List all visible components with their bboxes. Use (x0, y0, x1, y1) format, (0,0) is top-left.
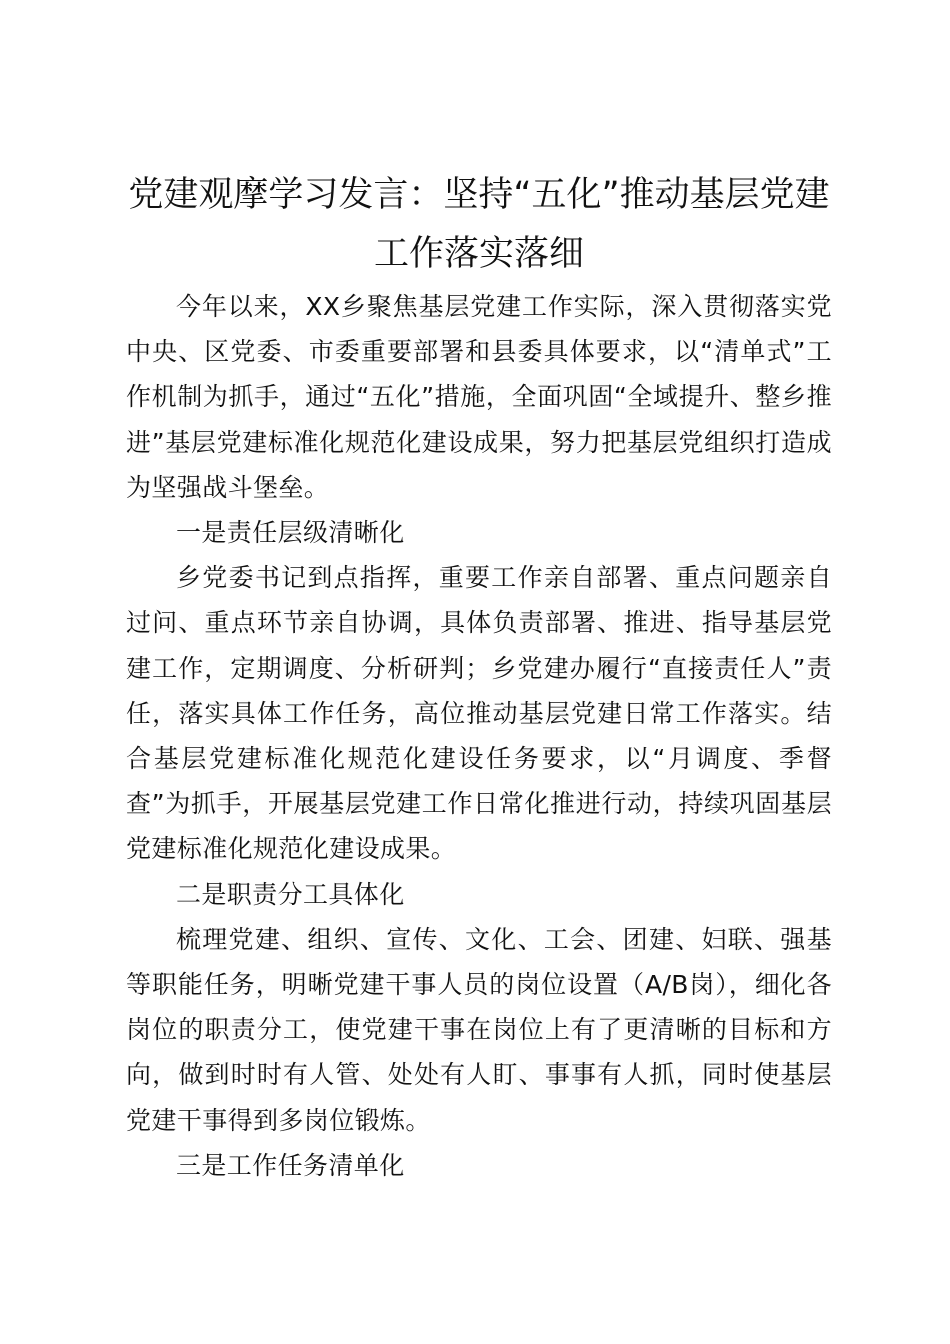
section-body-2: 梳理党建、组织、宣传、文化、工会、团建、妇联、强基等职能任务，明晰党建干事人员的岗位设置（A/B岗），细化各岗位的职责分工，使党建干事在岗位上有了更清晰的目标和方向，做到时时有人管、处处有人盯、事事有人抓，同时使基层党建干事得到多岗位锻炼。 (126, 924, 832, 1135)
title-line-1: 党建观摩学习发言：坚持“五化”推动基层党建 (128, 175, 830, 215)
section-heading-3: 三是工作任务清单化 (176, 1150, 405, 1180)
section-body-1: 乡党委书记到点指挥，重要工作亲自部署、重点问题亲自过问、重点环节亲自协调，具体负责部署、推进、指导基层党建工作，定期调度、分析研判；乡党建办履行“直接责任人”责任，落实具体工作任务，高位推动基层党建日常工作落实。结合基层党建标准化规范化建设任务要求，以“月调度、季督查”为抓手，开展基层党建工作日常化推进行动，持续巩固基层党建标准化规范化建设成果。 (126, 563, 832, 864)
title-line-2: 工作落实落细 (373, 234, 584, 274)
document-content (126, 166, 832, 1188)
section-heading-2: 二是职责分工具体化 (176, 879, 405, 909)
intro-paragraph: 今年以来，XX乡聚焦基层党建工作实际，深入贯彻落实党中央、区党委、市委重要部署和县委具体要求，以“清单式”工作机制为抓手，通过“五化”措施，全面巩固“全域提升、整乡推进”基层党建标准化规范化建设成果，努力把基层党组织打造成为坚强战斗堡垒。 (126, 292, 832, 502)
document-title (126, 166, 832, 284)
section-heading-1: 一是责任层级清晰化 (176, 518, 405, 548)
